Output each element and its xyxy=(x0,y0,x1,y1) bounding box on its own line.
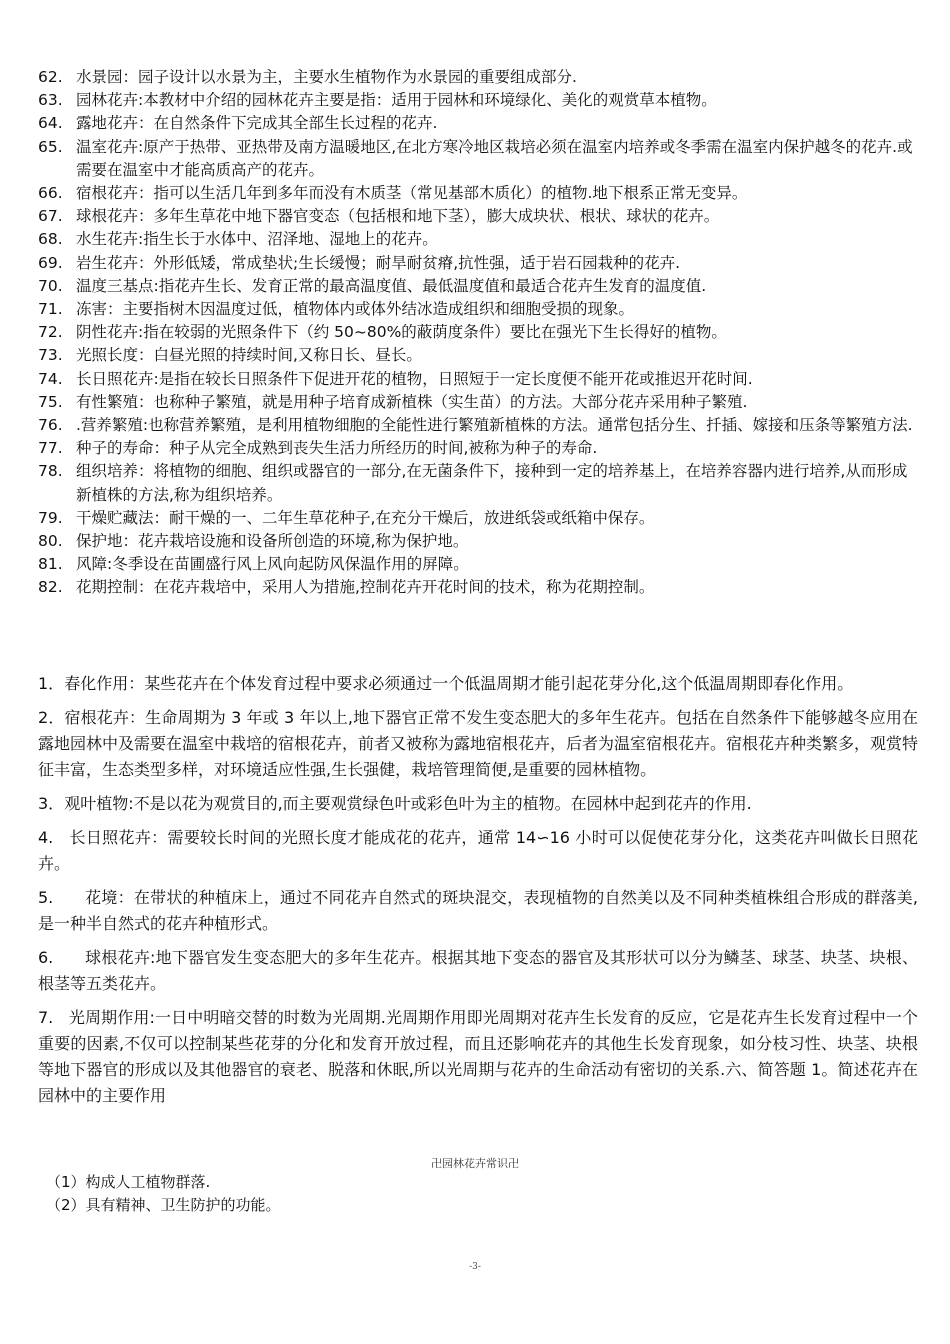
item-number: 70. xyxy=(38,276,63,295)
list-item xyxy=(38,530,918,553)
paragraph xyxy=(38,885,918,937)
list-item xyxy=(38,228,918,251)
item-text: 有性繁殖：也称种子繁殖，就是用种子培育成新植株（实生苗）的方法。大部分花卉采用种子繁殖. xyxy=(76,392,748,411)
list-item xyxy=(38,321,918,344)
item-number: 82. xyxy=(38,578,63,597)
paragraph-text: 观叶植物:不是以花为观赏目的,而主要观赏绿色叶或彩色叶为主的植物。在园林中起到花卉的作用. xyxy=(64,794,752,813)
paragraph-number: 2． xyxy=(38,708,65,727)
running-footer-title: 卍园林花卉常识卍 xyxy=(431,1157,519,1170)
item-text: 风障:冬季设在苗圃盛行风上风向起防风保温作用的屏障。 xyxy=(76,555,469,574)
item-text: 保护地：花卉栽培设施和设备所创造的环境,称为保护地。 xyxy=(76,532,469,551)
paragraph xyxy=(38,825,918,877)
item-number: 81. xyxy=(38,555,63,574)
item-text: 球根花卉：多年生草花中地下器官变态（包括根和地下茎），膨大成块状、根状、球状的花卉。 xyxy=(76,207,720,226)
numbered-definition-list xyxy=(38,66,918,600)
item-text: 组织培养：将植物的细胞、组织或器官的一部分,在无菌条件下，接种到一定的培养基上，在培养容器内进行培养,从而形成新植株的方法,称为组织培养。 xyxy=(76,462,908,504)
paragraph-text: 花境：在带状的种植床上，通过不同花卉自然式的斑块混交，表现植物的自然美以及不同种类植株组合形成的群落美,是一种半自然式的花卉种植形式。 xyxy=(38,888,919,933)
item-text: 光照长度：白昼光照的持续时间,又称日长、昼长。 xyxy=(76,346,422,365)
item-number: 63. xyxy=(38,91,63,110)
item-number: 75. xyxy=(38,392,63,411)
list-item xyxy=(38,576,918,599)
list-item xyxy=(38,414,918,437)
list-item xyxy=(38,205,918,228)
item-number: 77. xyxy=(38,439,63,458)
item-text: 露地花卉：在自然条件下完成其全部生长过程的花卉. xyxy=(76,114,438,133)
paragraph-text: 长日照花卉：需要较长时间的光照长度才能成花的花卉，通常 14∽16 小时可以促使花芽分化，这类花卉叫做长日照花卉。 xyxy=(38,828,918,873)
item-text: 种子的寿命：种子从完全成熟到丧失生活力所经历的时间,被称为种子的寿命. xyxy=(76,439,598,458)
item-number: 68. xyxy=(38,230,63,249)
item-number: 76. xyxy=(38,416,63,435)
item-text: 园林花卉:本教材中介绍的园林花卉主要是指：适用于园林和环境绿化、美化的观赏草本植物。 xyxy=(76,91,717,110)
item-text: 水景园：园子设计以水景为主，主要水生植物作为水景园的重要组成部分. xyxy=(76,68,577,86)
item-number: 73. xyxy=(38,346,63,365)
paragraph-number: 7. xyxy=(38,1008,69,1027)
list-item xyxy=(38,89,918,112)
list-item xyxy=(38,66,918,89)
term-paragraphs xyxy=(38,671,918,1117)
item-number: 74. xyxy=(38,369,63,388)
list-item xyxy=(38,553,918,576)
item-number: 71. xyxy=(38,300,63,319)
paragraph xyxy=(38,791,918,817)
paragraph-number: 6. xyxy=(38,948,86,967)
item-number: 65. xyxy=(38,137,63,156)
paragraph xyxy=(38,945,918,997)
item-number: 80. xyxy=(38,532,63,551)
list-item xyxy=(38,298,918,321)
item-text: 长日照花卉:是指在较长日照条件下促进开花的植物，日照短于一定长度便不能开花或推迟开花时间. xyxy=(76,369,753,388)
item-number: 62. xyxy=(38,68,63,86)
item-number: 79. xyxy=(38,508,63,527)
paragraph xyxy=(38,671,918,697)
item-number: 72. xyxy=(38,323,63,342)
item-text: 岩生花卉：外形低矮，常成垫状;生长缓慢；耐旱耐贫瘠,抗性强，适于岩石园栽种的花卉. xyxy=(76,253,681,272)
paragraph-text: 球根花卉:地下器官发生变态肥大的多年生花卉。根据其地下变态的器官及其形状可以分为鳞茎、球茎、块茎、块根、根茎等五类花卉。 xyxy=(38,948,918,993)
paragraph xyxy=(38,705,918,783)
list-item xyxy=(38,368,918,391)
item-text: 宿根花卉：指可以生活几年到多年而没有木质茎（常见基部木质化）的植物.地下根系正常无变异。 xyxy=(76,184,748,203)
item-text: 水生花卉:指生长于水体中、沼泽地、湿地上的花卉。 xyxy=(76,230,438,249)
item-text: 阴性花卉:指在较弱的光照条件下（约 50~80%的蔽荫度条件）要比在强光下生长得好的植物。 xyxy=(76,323,727,342)
paragraph xyxy=(38,1005,918,1109)
list-item xyxy=(38,460,918,506)
list-item: （1）构成人工植物群落. xyxy=(46,1173,211,1191)
list-item xyxy=(38,344,918,367)
list-item xyxy=(38,136,918,182)
paragraph-text: 春化作用：某些花卉在个体发育过程中要求必须通过一个低温周期才能引起花芽分化,这个低温周期即春化作用。 xyxy=(64,674,854,693)
list-item: （2）具有精神、卫生防护的功能。 xyxy=(46,1196,281,1214)
list-item xyxy=(38,252,918,275)
answer-list xyxy=(46,1171,906,1217)
item-number: 78. xyxy=(38,462,63,481)
paragraph-text: 宿根花卉：生命周期为 3 年或 3 年以上,地下器官正常不发生变态肥大的多年生花卉。包括在自然条件下能够越冬应用在露地园林中及需要在温室中栽培的宿根花卉，前者又被称为露地宿根花卉，后者为温室宿根花卉。宿根花卉种类繁多，观赏特征丰富，生态类型多样，对环境适应性强,生长强健，栽培管理简便,是重要的园林植物。 xyxy=(38,708,919,779)
item-text: 温度三基点:指花卉生长、发育正常的最高温度值、最低温度值和最适合花卉生发育的温度值. xyxy=(76,276,707,295)
list-item xyxy=(38,275,918,298)
page-number: -3- xyxy=(469,1262,481,1272)
item-number: 66. xyxy=(38,184,63,203)
list-item xyxy=(38,507,918,530)
item-text: 干燥贮藏法：耐干燥的一、二年生草花种子,在充分干燥后，放进纸袋或纸箱中保存。 xyxy=(76,508,655,527)
item-text: 花期控制：在花卉栽培中，采用人为措施,控制花卉开花时间的技术，称为花期控制。 xyxy=(76,578,655,597)
paragraph-number: 5. xyxy=(38,888,86,907)
item-number: 69. xyxy=(38,253,63,272)
paragraph-number: 4. xyxy=(38,828,70,847)
list-item xyxy=(38,437,918,460)
paragraph-number: 1． xyxy=(38,674,65,693)
list-item xyxy=(38,112,918,135)
item-text: 温室花卉:原产于热带、亚热带及南方温暖地区,在北方寒冷地区栽培必须在温室内培养或冬季需在温室内保护越冬的花卉.或需要在温室中才能高质高产的花卉。 xyxy=(76,137,913,179)
item-number: 64. xyxy=(38,114,63,133)
item-text: .营养繁殖:也称营养繁殖，是利用植物细胞的全能性进行繁殖新植株的方法。通常包括分生、扦插、嫁接和压条等繁殖方法. xyxy=(76,416,913,435)
paragraph-number: 3． xyxy=(38,794,65,813)
item-text: 冻害：主要指树木因温度过低，植物体内或体外结冰造成组织和细胞受损的现象。 xyxy=(76,300,635,319)
paragraph-text: 光周期作用:一日中明暗交替的时数为光周期.光周期作用即光周期对花卉生长发育的反应，它是花卉生长发育过程中一个重要的因素,不仅可以控制某些花芽的分化和发育开放过程，而且还影响花卉的其他生长发育现象，如分枝习性、块茎、块根等地下器官的形成以及其他器官的衰老、脱落和休眠,所以光周期与花卉的生命活动有密切的关系.六、简答题 1。简述花卉在园林中的主要作用 xyxy=(38,1008,918,1105)
list-item xyxy=(38,182,918,205)
list-item xyxy=(38,391,918,414)
item-number: 67. xyxy=(38,207,63,226)
